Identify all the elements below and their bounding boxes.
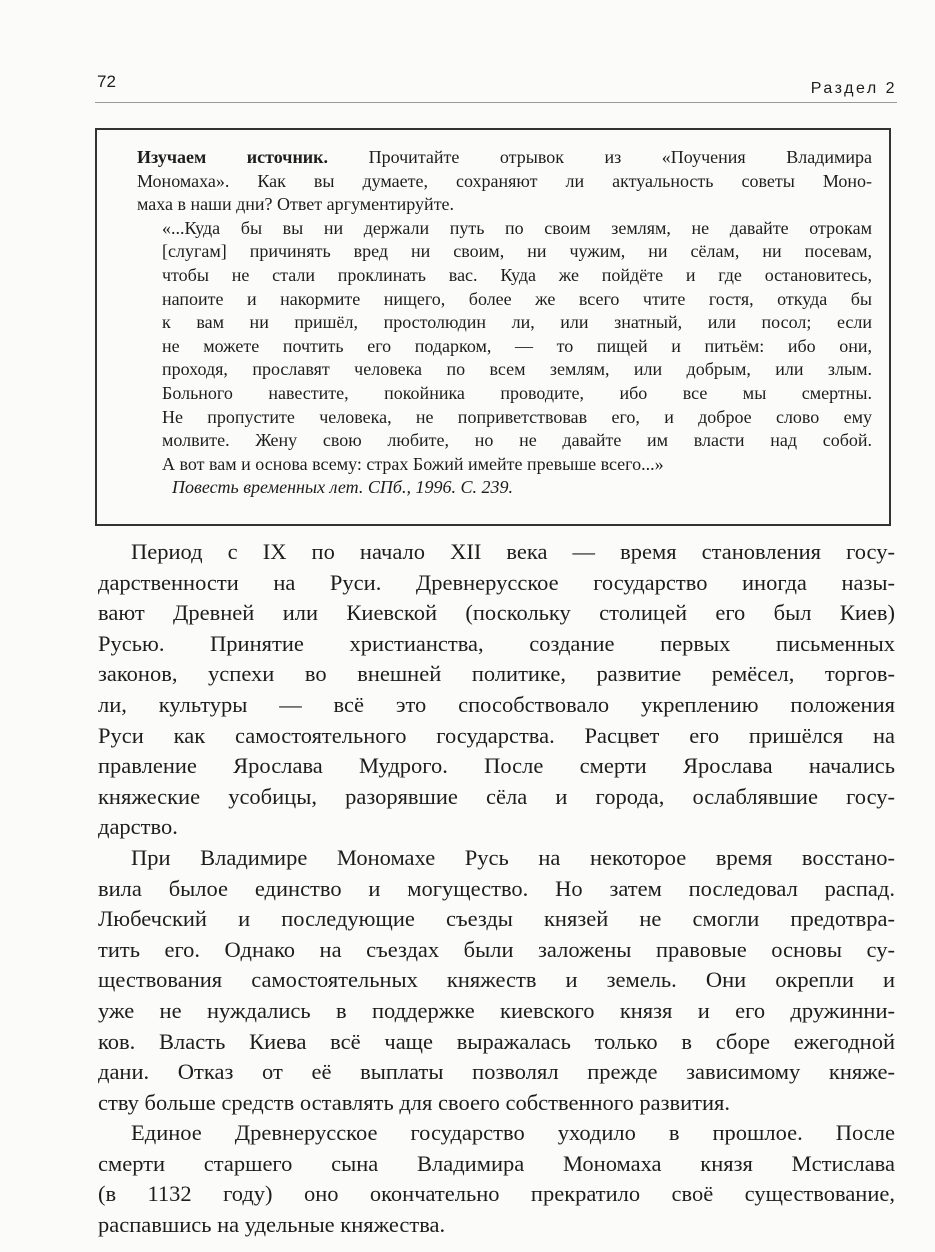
text-line: тить его. Однако на съездах были заложены правовые основы су- xyxy=(98,936,895,962)
task-line: Прочитайте отрывок из «Поучения Владимира xyxy=(328,147,872,167)
quote-line: не можете почтить его подарком, — то пищей и питьём: ибо они, xyxy=(162,335,872,356)
quote-line: молвите. Жену свою любите, но не давайте им власти над собой. xyxy=(162,430,872,451)
page-number: 72 xyxy=(97,72,116,91)
text-line: княжеские усобицы, разорявшие сёла и города, ослаблявшие госу- xyxy=(98,783,895,809)
quote-line: к вам ни пришёл, простолюдин ли, или знатный, или посол; если xyxy=(162,312,872,333)
task-line: маха в наши дни? Ответ аргументируйте. xyxy=(137,194,455,215)
text-line: вают Древней или Киевской (поскольку столицей его был Киев) xyxy=(98,600,895,626)
main-text xyxy=(98,537,895,1241)
paragraph xyxy=(98,843,895,1118)
text-line: вила былое единство и могущество. Но затем последовал распад. xyxy=(98,875,895,901)
quote-line: «...Куда бы вы ни держали путь по своим землям, не давайте отрокам xyxy=(162,217,872,238)
quote-line: проходя, прославят человека по всем землям, или добрым, или злым. xyxy=(162,359,872,380)
quote-line: Больного навестите, покойника проводите, ибо все мы смертны. xyxy=(162,382,872,403)
text-line: дани. Отказ от её выплаты позволял прежде зависимому княже- xyxy=(98,1059,895,1085)
paragraph xyxy=(98,537,895,843)
quote xyxy=(137,217,872,477)
quote-line: напоите и накормите нищего, более же всего чтите гостя, откуда бы xyxy=(162,288,872,309)
paragraph xyxy=(98,1118,895,1240)
text-line: (в 1132 году) оно окончательно прекратило своё существование, xyxy=(98,1181,895,1207)
text-line: смерти старшего сына Владимира Мономаха князя Мстислава xyxy=(98,1150,895,1176)
section-title: Раздел 2 xyxy=(810,80,897,97)
task-line: Мономаха». Как вы думаете, сохраняют ли актуальность советы Моно- xyxy=(137,170,872,191)
text-line: дарственности на Руси. Древнерусское государство иногда назы- xyxy=(98,569,895,595)
citation: Повесть временных лет. СПб., 1996. С. 239. xyxy=(172,477,513,498)
text-line: При Владимире Мономахе Русь на некоторое время восстано- xyxy=(131,844,895,870)
text-line: законов, успехи во внешней политике, развитие ремёсел, торгов- xyxy=(98,661,895,687)
source-box xyxy=(95,128,891,526)
header-rule xyxy=(95,102,897,103)
text-line: ков. Власть Киева всё чаще выражалась только в сборе ежегодной xyxy=(98,1028,895,1054)
text-line: Любечский и последующие съезды князей не смогли предотвра- xyxy=(98,906,895,932)
text-line: ществования самостоятельных княжеств и земель. Они окрепли и xyxy=(98,967,895,993)
text-line: ству больше средств оставлять для своего собственного развития. xyxy=(98,1089,730,1115)
quote-line: [слугам] причинять вред ни своим, ни чужим, ни сёлам, ни посевам, xyxy=(162,241,872,262)
text-line: Единое Древнерусское государство уходило в прошлое. После xyxy=(131,1120,895,1146)
text-line: Русью. Принятие христианства, создание первых письменных xyxy=(98,630,895,656)
text-line: ли, культуры — всё это способствовало укреплению положения xyxy=(98,691,895,717)
text-line: уже не нуждались в поддержке киевского князя и его дружинни- xyxy=(98,997,895,1023)
quote-line: чтобы не стали проклинать вас. Куда же пойдёте и где остановитесь, xyxy=(162,264,872,285)
quote-line: Не пропустите человека, не поприветствовав его, и доброе слово ему xyxy=(162,406,872,427)
task-label: Изучаем источник. xyxy=(137,147,329,167)
text-line: правление Ярослава Мудрого. После смерти Ярослава начались xyxy=(98,753,895,779)
text-line: Период с IX по начало XII века — время становления госу- xyxy=(131,539,895,564)
text-line: Руси как самостоятельного государства. Расцвет его пришёлся на xyxy=(98,722,895,748)
text-line: распавшись на удельные княжества. xyxy=(98,1212,446,1238)
quote-line: А вот вам и основа всему: страх Божий имейте превыше всего...» xyxy=(162,453,664,474)
text-line: дарство. xyxy=(98,814,178,840)
source-box-content xyxy=(137,146,872,500)
